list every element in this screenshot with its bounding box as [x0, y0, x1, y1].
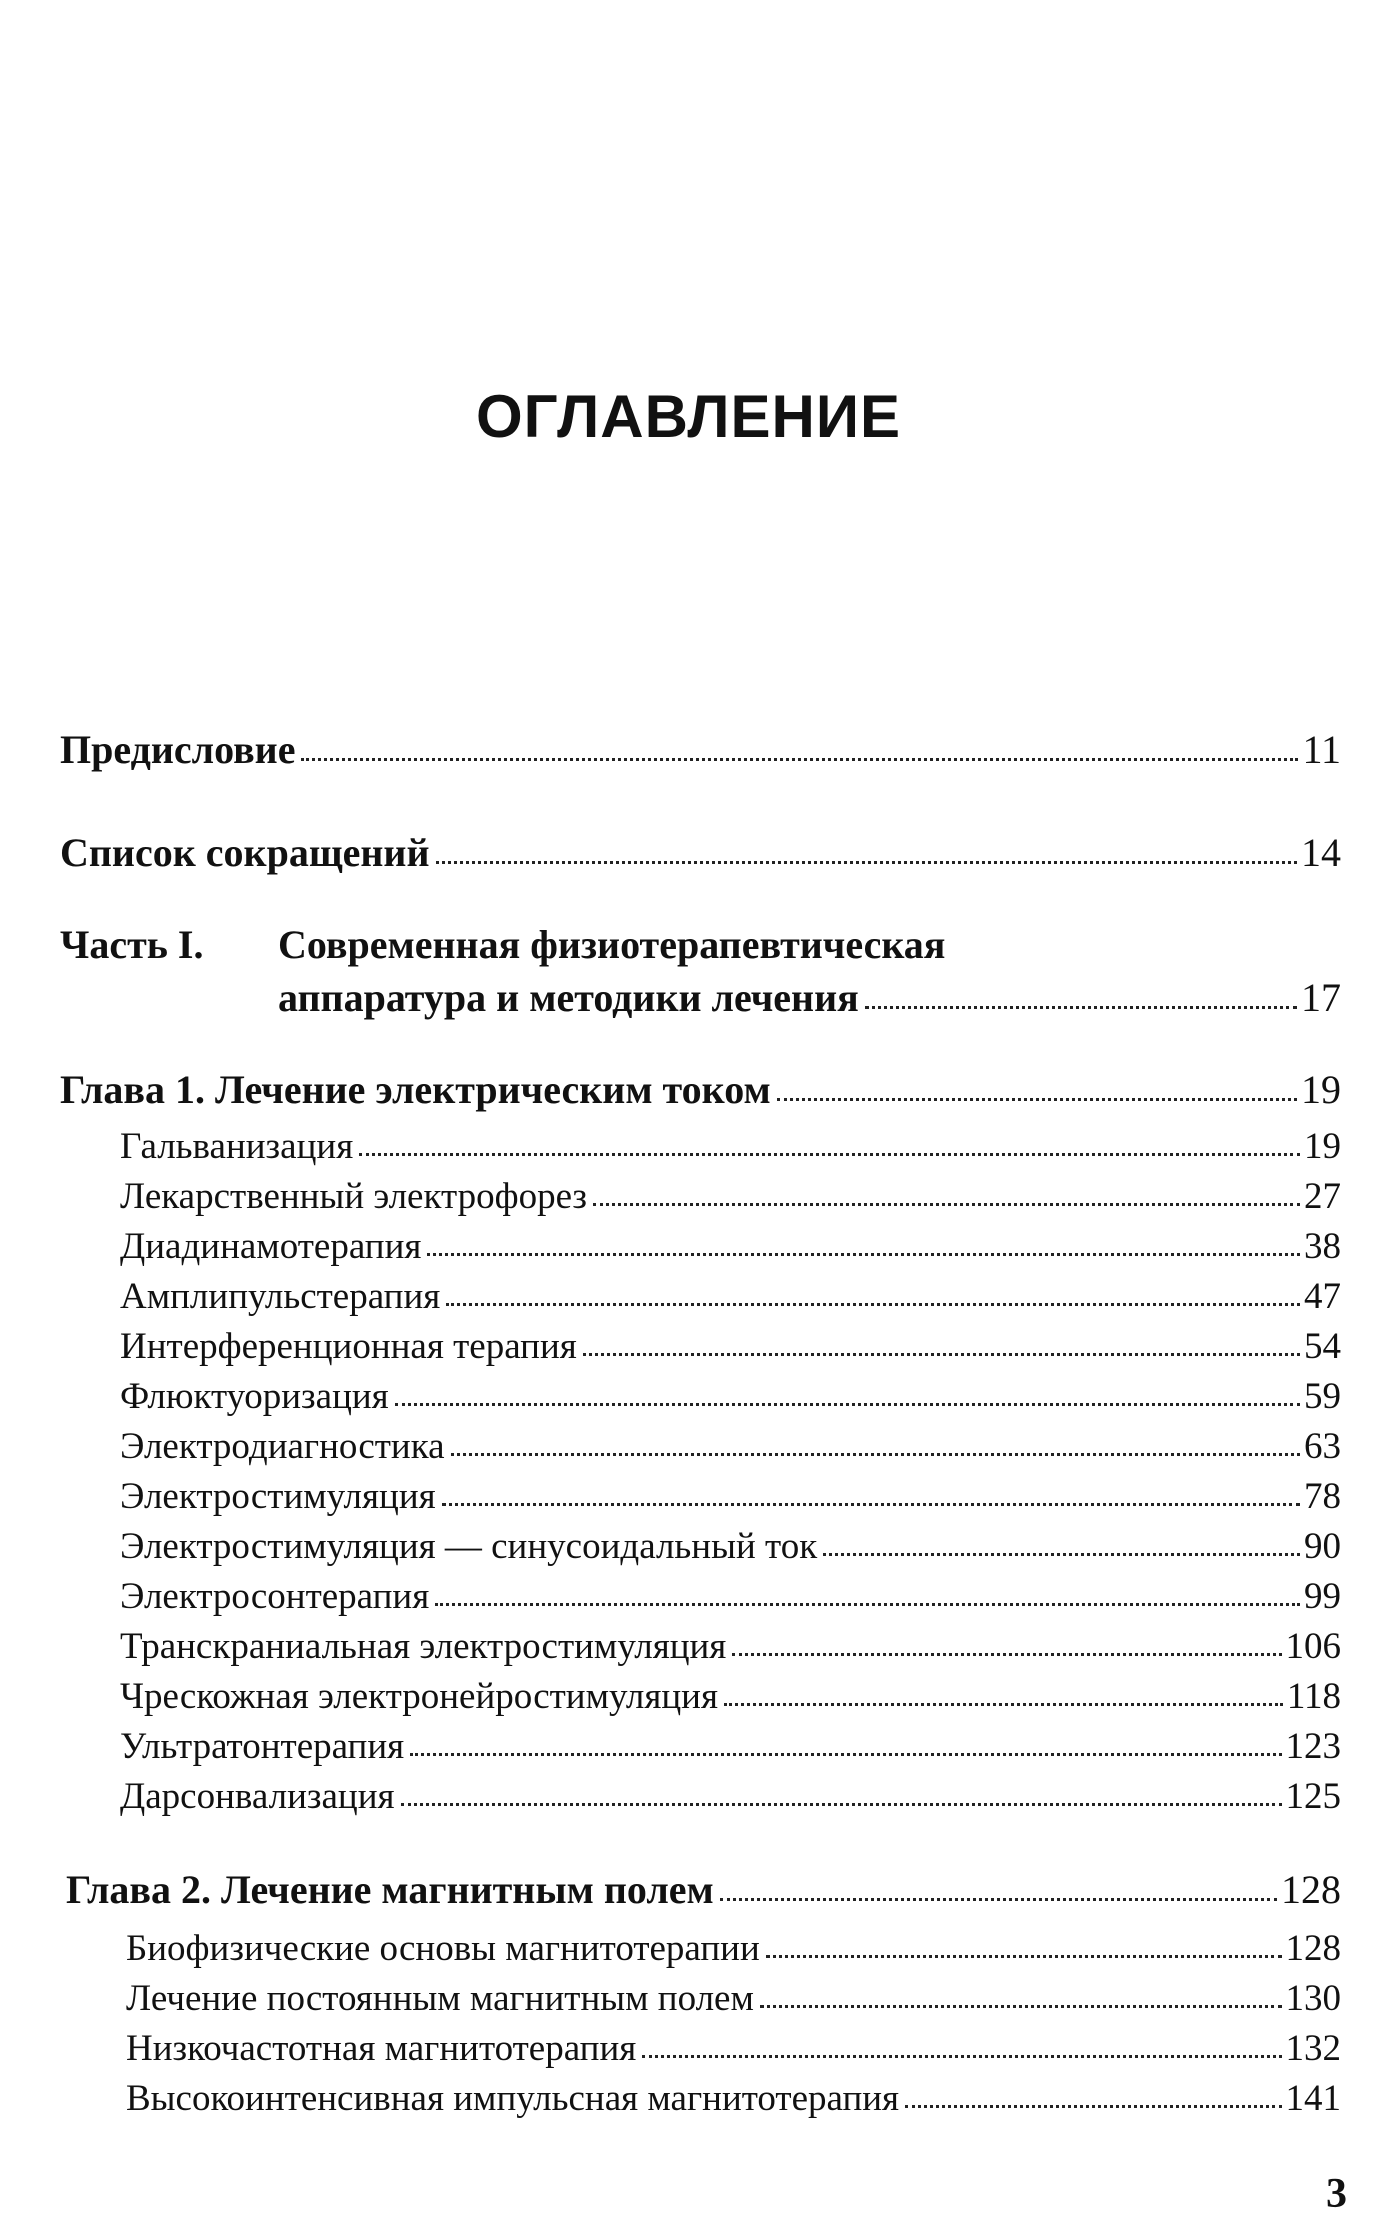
entry-page: 17: [1301, 975, 1341, 1020]
part-title-line1: Современная физиотерапевтическая: [278, 922, 946, 967]
toc-entry-abbreviations[interactable]: [60, 830, 1341, 875]
entry-label: Низкочастотная магнитотерапия: [126, 2028, 637, 2069]
entry-label: Электростимуляция — синусоидальный ток: [120, 1526, 818, 1567]
toc-entry-item[interactable]: [126, 1980, 1341, 2017]
entry-page: 59: [1304, 1376, 1341, 1417]
entry-label: Предисловие: [60, 727, 296, 772]
leader-dots: [732, 1653, 1281, 1656]
leader-dots: [436, 861, 1298, 864]
toc-entry-item[interactable]: [120, 1678, 1341, 1715]
toc-entry-item[interactable]: [120, 1428, 1341, 1465]
leader-dots: [583, 1353, 1300, 1356]
entry-page: 90: [1304, 1526, 1341, 1567]
entry-label: Чрескожная электронейростимуляция: [120, 1676, 718, 1717]
toc-entry-part1[interactable]: [278, 975, 1341, 1020]
toc-entry-item[interactable]: [120, 1378, 1341, 1415]
entry-page: 38: [1304, 1226, 1341, 1267]
toc-entry-item[interactable]: [120, 1528, 1341, 1565]
entry-page: 128: [1281, 1867, 1341, 1912]
entry-label: Список сокращений: [60, 830, 430, 875]
entry-page: 54: [1304, 1326, 1341, 1367]
entry-label: Высокоинтенсивная импульсная магнитотерапия: [126, 2078, 900, 2119]
leader-dots: [359, 1153, 1300, 1156]
entry-label: Дарсонвализация: [120, 1776, 395, 1817]
leader-dots: [724, 1703, 1283, 1706]
entry-page: 99: [1304, 1576, 1341, 1617]
leader-dots: [593, 1203, 1300, 1206]
entry-label: Биофизические основы магнитотерапии: [126, 1928, 760, 1969]
entry-label: Электродиагностика: [120, 1426, 445, 1467]
toc-entry-item[interactable]: [120, 1578, 1341, 1615]
entry-label: Ультратонтерапия: [120, 1726, 405, 1767]
toc-entry-item[interactable]: [120, 1178, 1341, 1215]
leader-dots: [777, 1098, 1297, 1101]
toc-title: ОГЛАВЛЕНИЕ: [475, 383, 902, 450]
entry-page: 125: [1285, 1776, 1341, 1817]
toc-entry-item[interactable]: [120, 1628, 1341, 1665]
entry-page: 47: [1304, 1276, 1341, 1317]
entry-page: 123: [1285, 1726, 1341, 1767]
leader-dots: [435, 1603, 1300, 1606]
toc-entry-item[interactable]: [120, 1328, 1341, 1365]
leader-dots: [442, 1503, 1300, 1506]
leader-dots: [410, 1753, 1281, 1756]
entry-page: 118: [1286, 1676, 1341, 1717]
leader-dots: [395, 1403, 1300, 1406]
leader-dots: [401, 1803, 1282, 1806]
toc-entry-item[interactable]: [126, 2080, 1341, 2117]
entry-label: Лечение постоянным магнитным полем: [126, 1978, 754, 2019]
entry-label: Гальванизация: [120, 1126, 354, 1167]
toc-entry-item[interactable]: [126, 2030, 1341, 2067]
toc-entry-item[interactable]: [120, 1128, 1341, 1165]
toc-entry-item[interactable]: [120, 1778, 1341, 1815]
leader-dots: [760, 2005, 1282, 2008]
part-title-line2: аппаратура и методики лечения: [278, 975, 859, 1020]
entry-page: 78: [1304, 1476, 1341, 1517]
leader-dots: [823, 1553, 1300, 1556]
entry-page: 14: [1301, 830, 1341, 875]
entry-label: Интерференционная терапия: [120, 1326, 577, 1367]
toc-entry-item[interactable]: [120, 1728, 1341, 1765]
entry-page: 106: [1285, 1626, 1341, 1667]
entry-page: 27: [1304, 1176, 1341, 1217]
leader-dots: [451, 1453, 1300, 1456]
toc-entry-item[interactable]: [126, 1930, 1341, 1967]
page-number: 3: [1326, 2171, 1347, 2217]
toc-entry-item[interactable]: [120, 1228, 1341, 1265]
entry-page: 11: [1302, 727, 1341, 772]
entry-page: 19: [1301, 1067, 1341, 1112]
leader-dots: [766, 1955, 1282, 1958]
entry-page: 130: [1285, 1978, 1341, 2019]
toc-entry-chapter1[interactable]: [60, 1067, 1341, 1112]
leader-dots: [642, 2055, 1281, 2058]
entry-label: Транскраниальная электростимуляция: [120, 1626, 727, 1667]
part-number: Часть I.: [60, 922, 204, 967]
leader-dots: [905, 2105, 1281, 2108]
entry-page: 63: [1304, 1426, 1341, 1467]
leader-dots: [720, 1898, 1277, 1901]
chapter-label: Глава 1. Лечение электрическим током: [60, 1067, 771, 1112]
entry-page: 128: [1285, 1928, 1341, 1969]
leader-dots: [301, 758, 1298, 761]
leader-dots: [446, 1303, 1300, 1306]
entry-label: Электростимуляция: [120, 1476, 436, 1517]
entry-label: Флюктуоризация: [120, 1376, 389, 1417]
toc-entry-item[interactable]: [120, 1278, 1341, 1315]
entry-label: Диадинамотерапия: [120, 1226, 422, 1267]
toc-entry-preface[interactable]: [60, 727, 1341, 772]
toc-entry-chapter2[interactable]: [66, 1867, 1341, 1912]
leader-dots: [427, 1253, 1300, 1256]
toc-entry-item[interactable]: [120, 1478, 1341, 1515]
entry-label: Лекарственный электрофорез: [120, 1176, 588, 1217]
entry-label: Электросонтерапия: [120, 1576, 430, 1617]
chapter-label: Глава 2. Лечение магнитным полем: [66, 1867, 714, 1912]
entry-page: 141: [1285, 2078, 1341, 2119]
entry-page: 19: [1304, 1126, 1341, 1167]
entry-page: 132: [1285, 2028, 1341, 2069]
leader-dots: [865, 1006, 1297, 1009]
entry-label: Амплипульстерапия: [120, 1276, 441, 1317]
